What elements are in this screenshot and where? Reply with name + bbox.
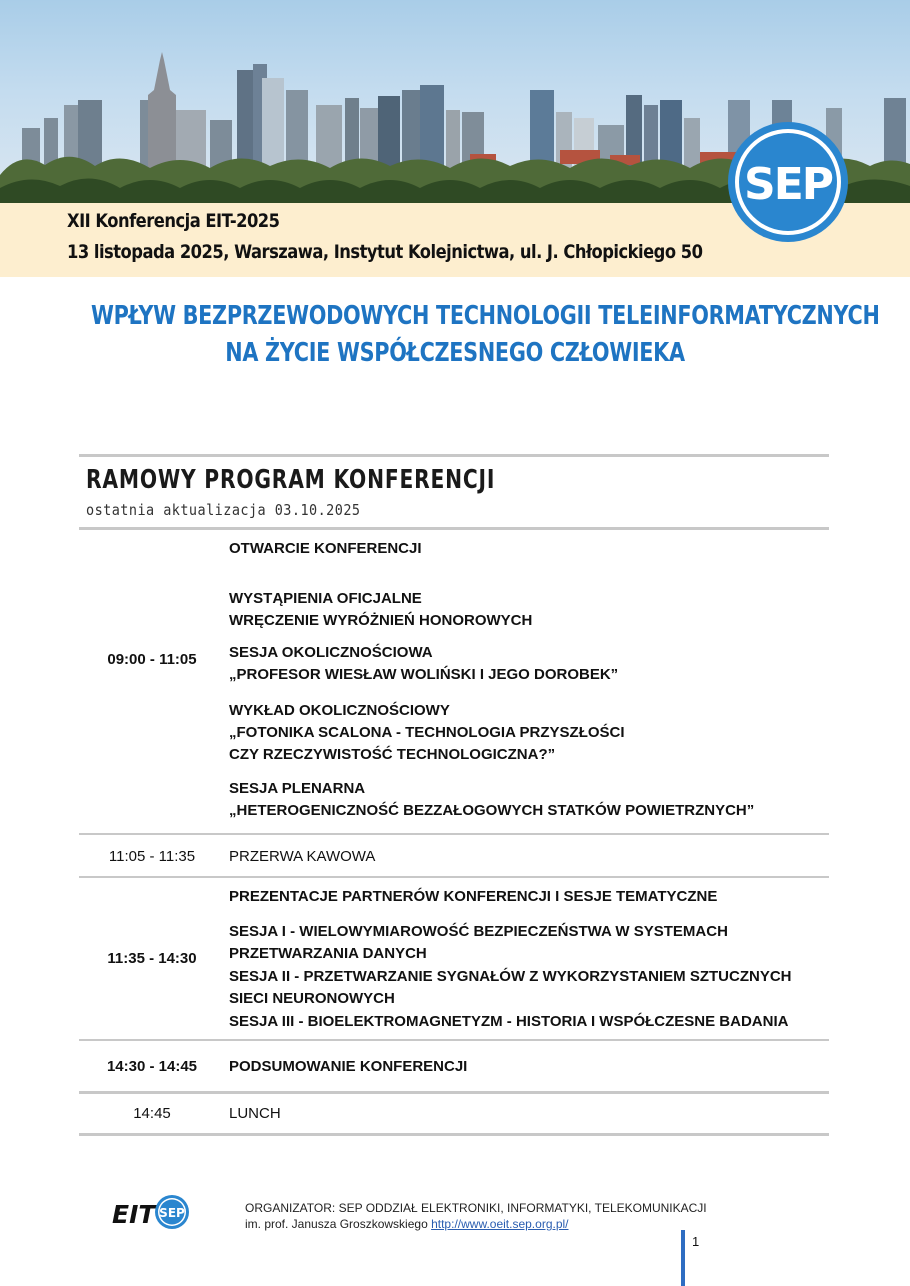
program-header-rule bbox=[79, 527, 829, 530]
row-divider bbox=[79, 833, 829, 835]
row-time: 09:00 - 11:05 bbox=[107, 651, 197, 668]
eit-logo-badge: SEP bbox=[159, 1206, 185, 1220]
agenda-line: SIECI NEURONOWYCH bbox=[229, 990, 395, 1007]
eit-logo-text: EIT bbox=[112, 1200, 156, 1229]
agenda-line: CZY RZECZYWISTOŚĆ TECHNOLOGICZNA?” bbox=[229, 746, 556, 763]
organizer-line: ORGANIZATOR: SEP ODDZIAŁ ELEKTRONIKI, INFORMATYKI, TELEKOMUNIKACJI bbox=[245, 1201, 707, 1215]
agenda-line: SESJA II - PRZETWARZANIE SYGNAŁÓW Z WYKORZYSTANIEM SZTUCZNYCH bbox=[229, 968, 792, 985]
main-title bbox=[0, 298, 910, 372]
row-divider bbox=[79, 1091, 829, 1094]
row-time: 14:45 bbox=[133, 1105, 171, 1122]
page-number-bar bbox=[681, 1230, 685, 1286]
patron-name: im. prof. Janusza Groszkowskiego bbox=[245, 1217, 428, 1231]
agenda-line: WRĘCZENIE WYRÓŻNIEŃ HONOROWYCH bbox=[229, 612, 533, 629]
page-number: 1 bbox=[692, 1234, 700, 1249]
agenda-line: LUNCH bbox=[229, 1105, 281, 1122]
agenda-line: SESJA I - WIELOWYMIAROWOŚĆ BEZPIECZEŃSTWA W SYSTEMACH bbox=[229, 923, 728, 940]
agenda-line: SESJA OKOLICZNOŚCIOWA bbox=[229, 644, 433, 661]
agenda-line: „FOTONIKA SCALONA - TECHNOLOGIA PRZYSZŁOŚCI bbox=[229, 724, 625, 741]
agenda-line: WYKŁAD OKOLICZNOŚCIOWY bbox=[229, 702, 450, 719]
main-title-line-1: WPŁYW BEZPRZEWODOWYCH TECHNOLOGII TELEINFORMATYCZNYCH bbox=[91, 301, 880, 331]
agenda-line: WYSTĄPIENIA OFICJALNE bbox=[229, 590, 422, 607]
organizer-website-link[interactable]: http://www.oeit.sep.org.pl/ bbox=[431, 1217, 569, 1231]
agenda-line: SESJA PLENARNA bbox=[229, 780, 366, 797]
eit-sep-logo bbox=[112, 1192, 192, 1232]
row-divider bbox=[79, 876, 829, 878]
program-updated-date: ostatnia aktualizacja 03.10.2025 bbox=[86, 501, 361, 519]
row-divider bbox=[79, 1039, 829, 1041]
agenda-line: PREZENTACJE PARTNERÓW KONFERENCJI I SESJE TEMATYCZNE bbox=[229, 888, 718, 905]
program-heading: RAMOWY PROGRAM KONFERENCJI bbox=[86, 465, 496, 495]
agenda-line: „HETEROGENICZNOŚĆ BEZZAŁOGOWYCH STATKÓW POWIETRZNYCH” bbox=[229, 802, 755, 819]
agenda-line: PRZERWA KAWOWA bbox=[229, 848, 376, 865]
program-bottom-rule bbox=[79, 1133, 829, 1136]
row-time: 11:05 - 11:35 bbox=[108, 848, 196, 865]
program-top-rule bbox=[79, 454, 829, 457]
sep-logo-text: SEP bbox=[744, 159, 832, 210]
agenda-line: OTWARCIE KONFERENCJI bbox=[229, 540, 422, 557]
main-title-line-2: NA ŻYCIE WSPÓŁCZESNEGO CZŁOWIEKA bbox=[225, 338, 685, 368]
conference-date-location: 13 listopada 2025, Warszawa, Instytut Kolejnictwa, ul. J. Chłopickiego 50 bbox=[67, 241, 703, 263]
conference-name: XII Konferencja EIT-2025 bbox=[67, 210, 280, 232]
agenda-line: PRZETWARZANIA DANYCH bbox=[229, 945, 427, 962]
agenda-line: SESJA III - BIOELEKTROMAGNETYZM - HISTORIA I WSPÓŁCZESNE BADANIA bbox=[229, 1013, 789, 1030]
row-time: 11:35 - 14:30 bbox=[107, 950, 197, 967]
patron-line bbox=[245, 1216, 707, 1232]
footer-organizer bbox=[245, 1200, 707, 1232]
agenda-line: „PROFESOR WIESŁAW WOLIŃSKI I JEGO DOROBEK” bbox=[229, 666, 619, 683]
row-time: 14:30 - 14:45 bbox=[106, 1058, 198, 1075]
sep-logo bbox=[727, 121, 849, 243]
agenda-line: PODSUMOWANIE KONFERENCJI bbox=[229, 1058, 468, 1075]
